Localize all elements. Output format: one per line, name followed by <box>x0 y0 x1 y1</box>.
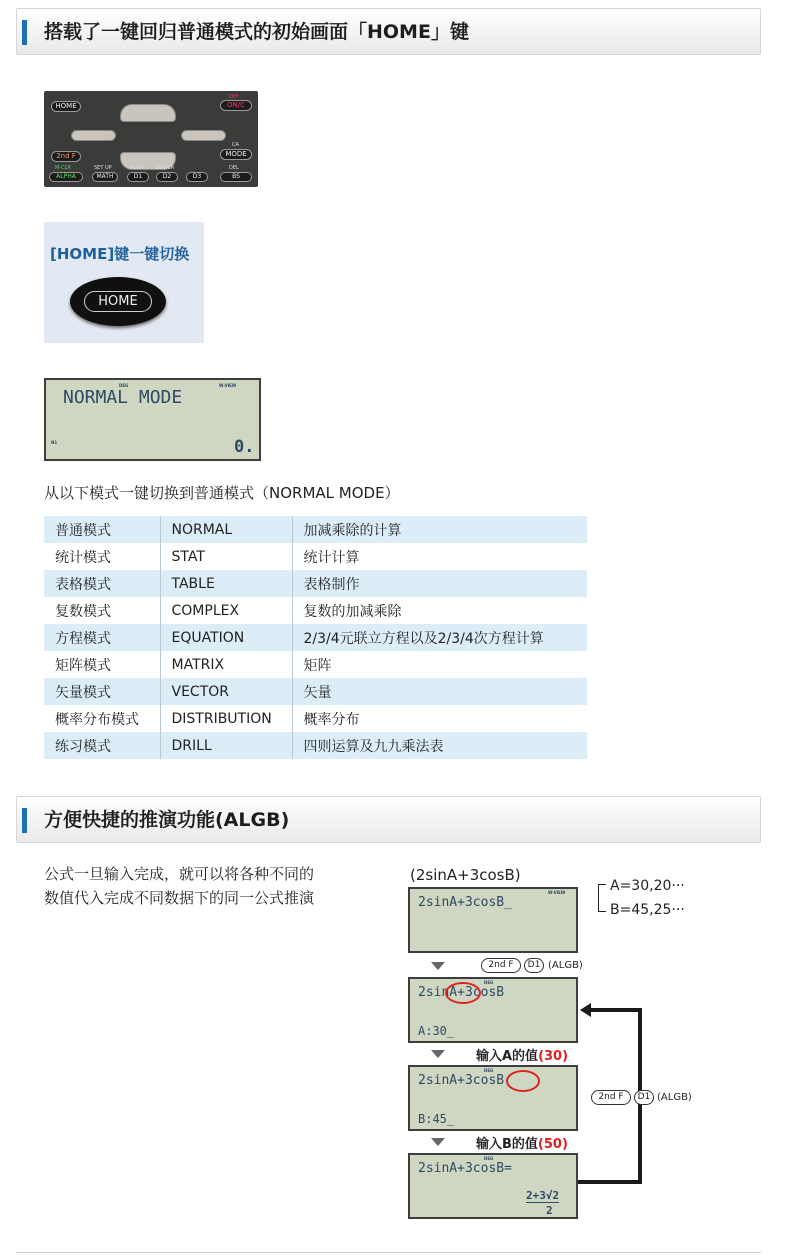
mode-row <box>44 543 587 570</box>
section-title: 搭载了一键回归普通模式的初始画面「HOME」键 <box>44 21 469 43</box>
mode-name-en: DRILL <box>160 732 292 759</box>
result-numerator: 2+3√2 <box>526 1189 560 1202</box>
d3-key: D3 <box>186 172 208 182</box>
mode-name-cn: 统计模式 <box>55 549 111 566</box>
mode-description: 2/3/4元联立方程以及2/3/4次方程计算 <box>292 624 587 651</box>
home-key-oval <box>70 277 166 326</box>
m-clr-label: M-CLR <box>55 165 71 171</box>
loop-line-top <box>590 1008 642 1012</box>
modes-caption: 从以下模式一键切换到普通模式（NORMAL MODE） <box>44 484 400 502</box>
arrow-down-icon <box>431 962 445 970</box>
ca-label: CA <box>232 142 239 148</box>
mode-row <box>44 516 587 543</box>
second-f-keycap: 2nd F <box>481 958 521 973</box>
lcd-normal-mode <box>44 378 261 461</box>
second-f-key: 2nd F <box>51 151 81 162</box>
wview-indicator: W-VIEW <box>548 890 566 895</box>
b-values: B=45,25··· <box>610 902 685 918</box>
mode-name-en: DISTRIBUTION <box>160 705 292 732</box>
lcd-screen-input-b <box>408 1065 578 1131</box>
mode-name-cn: 普通模式 <box>44 516 160 543</box>
mode-name-cn: 概率分布模式 <box>55 711 139 728</box>
mode-description: 统计计算 <box>292 543 587 570</box>
home-key-label: HOME <box>84 291 152 312</box>
mode-name-cn: 矩阵模式 <box>55 657 111 674</box>
dpad-left <box>71 130 116 141</box>
mode-name-cn: 方程模式 <box>44 624 160 651</box>
screen3-text: 2sinA+3cosB <box>418 1073 505 1088</box>
loop-second-f-keycap: 2nd F <box>591 1090 631 1105</box>
step-b-text: 输入B的值 <box>476 1137 538 1152</box>
algb-description <box>44 862 314 910</box>
alpha-key: ALPHA <box>49 172 83 182</box>
loop-algb-keylabel: (ALGB) <box>657 1092 692 1103</box>
section-marker <box>22 20 27 45</box>
deg-indicator: DEG <box>119 383 129 388</box>
loop-d1-keycap: D1 <box>634 1090 654 1105</box>
d1-key: D1 <box>127 172 149 182</box>
step-input-a <box>476 1045 568 1064</box>
footer-divider <box>16 1252 761 1253</box>
deg-indicator: DEG <box>484 980 494 985</box>
arrow-down-icon <box>431 1138 445 1146</box>
lcd-screen-input-a <box>408 977 578 1043</box>
bs-key: BS <box>220 172 252 182</box>
mode-row <box>44 624 587 651</box>
off-label: OFF <box>229 94 239 100</box>
mode-row <box>44 678 587 705</box>
algb-description-line2: 数值代入完成不同数据下的同一公式推演 <box>44 889 315 907</box>
section-marker <box>22 808 27 833</box>
mode-row <box>44 732 587 759</box>
section-title: 方便快捷的推演功能(ALGB) <box>44 809 290 831</box>
deg-indicator: DEG <box>484 1068 494 1073</box>
mode-row <box>44 597 587 624</box>
mode-name-cn: 表格模式 <box>44 570 160 597</box>
values-bracket <box>598 884 606 912</box>
mode-description: 加减乘除的计算 <box>292 516 587 543</box>
mode-name-en: VECTOR <box>160 678 292 705</box>
screen3-input: B:45_ <box>418 1112 455 1126</box>
algb-label: ALGB <box>130 165 144 171</box>
lcd-mode-text: NORMAL MODE <box>63 387 183 408</box>
mode-name-en: EQUATION <box>160 624 292 651</box>
mode-name-cn: 矢量模式 <box>44 678 160 705</box>
solver-label: SOLVER <box>155 165 175 171</box>
wview-indicator: W-VIEW <box>219 383 237 388</box>
lcd-screen-result <box>408 1153 578 1219</box>
mode-name-en: COMPLEX <box>160 597 292 624</box>
screen2-input: A:30_ <box>418 1024 455 1038</box>
step-input-b <box>476 1133 568 1152</box>
section-header-home <box>16 8 761 55</box>
set-up-label: SET UP <box>94 165 112 171</box>
section-header-algb <box>16 796 761 843</box>
highlight-b-ring <box>506 1070 540 1092</box>
mode-name-en: STAT <box>160 543 292 570</box>
deg-indicator: DEG <box>484 1156 494 1161</box>
mode-row <box>44 570 587 597</box>
loop-arrow-left-icon <box>580 1003 591 1017</box>
on-c-key: ON/C <box>220 100 252 111</box>
screen4-text: 2sinA+3cosB= <box>418 1161 512 1176</box>
mode-name-en: MATRIX <box>160 651 292 678</box>
mode-description: 表格制作 <box>292 570 587 597</box>
screen2-text: 2sinA+3cosB <box>418 985 505 1000</box>
loop-line-bottom <box>578 1180 642 1184</box>
calculator-keypad-photo <box>44 91 258 187</box>
mode-name-en: TABLE <box>160 570 292 597</box>
dpad-up <box>120 104 176 122</box>
math-key: MATH <box>92 172 118 182</box>
mode-description: 矢量 <box>292 678 587 705</box>
mode-name-cn: 练习模式 <box>44 732 160 759</box>
a-values: A=30,20··· <box>610 878 685 894</box>
step-a-value: (30) <box>538 1049 569 1064</box>
n1-indicator: N1 <box>51 440 58 445</box>
lcd-screen-formula <box>408 887 578 953</box>
algb-keylabel: (ALGB) <box>548 960 583 971</box>
home-key: HOME <box>51 101 81 112</box>
screen1-text: 2sinA+3cosB_ <box>418 895 512 910</box>
arrow-down-icon <box>431 1050 445 1058</box>
d1-keycap: D1 <box>524 958 544 973</box>
mode-row <box>44 705 587 732</box>
step-b-value: (50) <box>537 1137 568 1152</box>
mode-key: MODE <box>220 149 252 160</box>
mode-description: 矩阵 <box>292 651 587 678</box>
dpad-right <box>181 130 226 141</box>
mode-description: 概率分布 <box>292 705 587 732</box>
algb-description-line1: 公式一旦输入完成，就可以将各种不同的 <box>44 865 315 883</box>
mode-description: 复数的加减乘除 <box>292 597 587 624</box>
mode-row <box>44 651 587 678</box>
highlight-a-ring <box>445 982 481 1004</box>
d2-key: D2 <box>156 172 178 182</box>
home-callout-title: [HOME]键一键切换 <box>50 245 190 263</box>
modes-table <box>44 516 587 759</box>
mode-name-en: NORMAL <box>160 516 292 543</box>
mode-name-cn: 复数模式 <box>55 603 111 620</box>
lcd-result: 0. <box>234 437 255 457</box>
result-denominator: 2 <box>546 1204 553 1217</box>
del-label: DEL <box>229 165 239 171</box>
step-a-text: 输入A的值 <box>476 1049 539 1064</box>
home-key-callout <box>44 222 204 343</box>
formula-label: (2sinA+3cosB) <box>410 866 521 884</box>
mode-description: 四则运算及九九乘法表 <box>292 732 587 759</box>
